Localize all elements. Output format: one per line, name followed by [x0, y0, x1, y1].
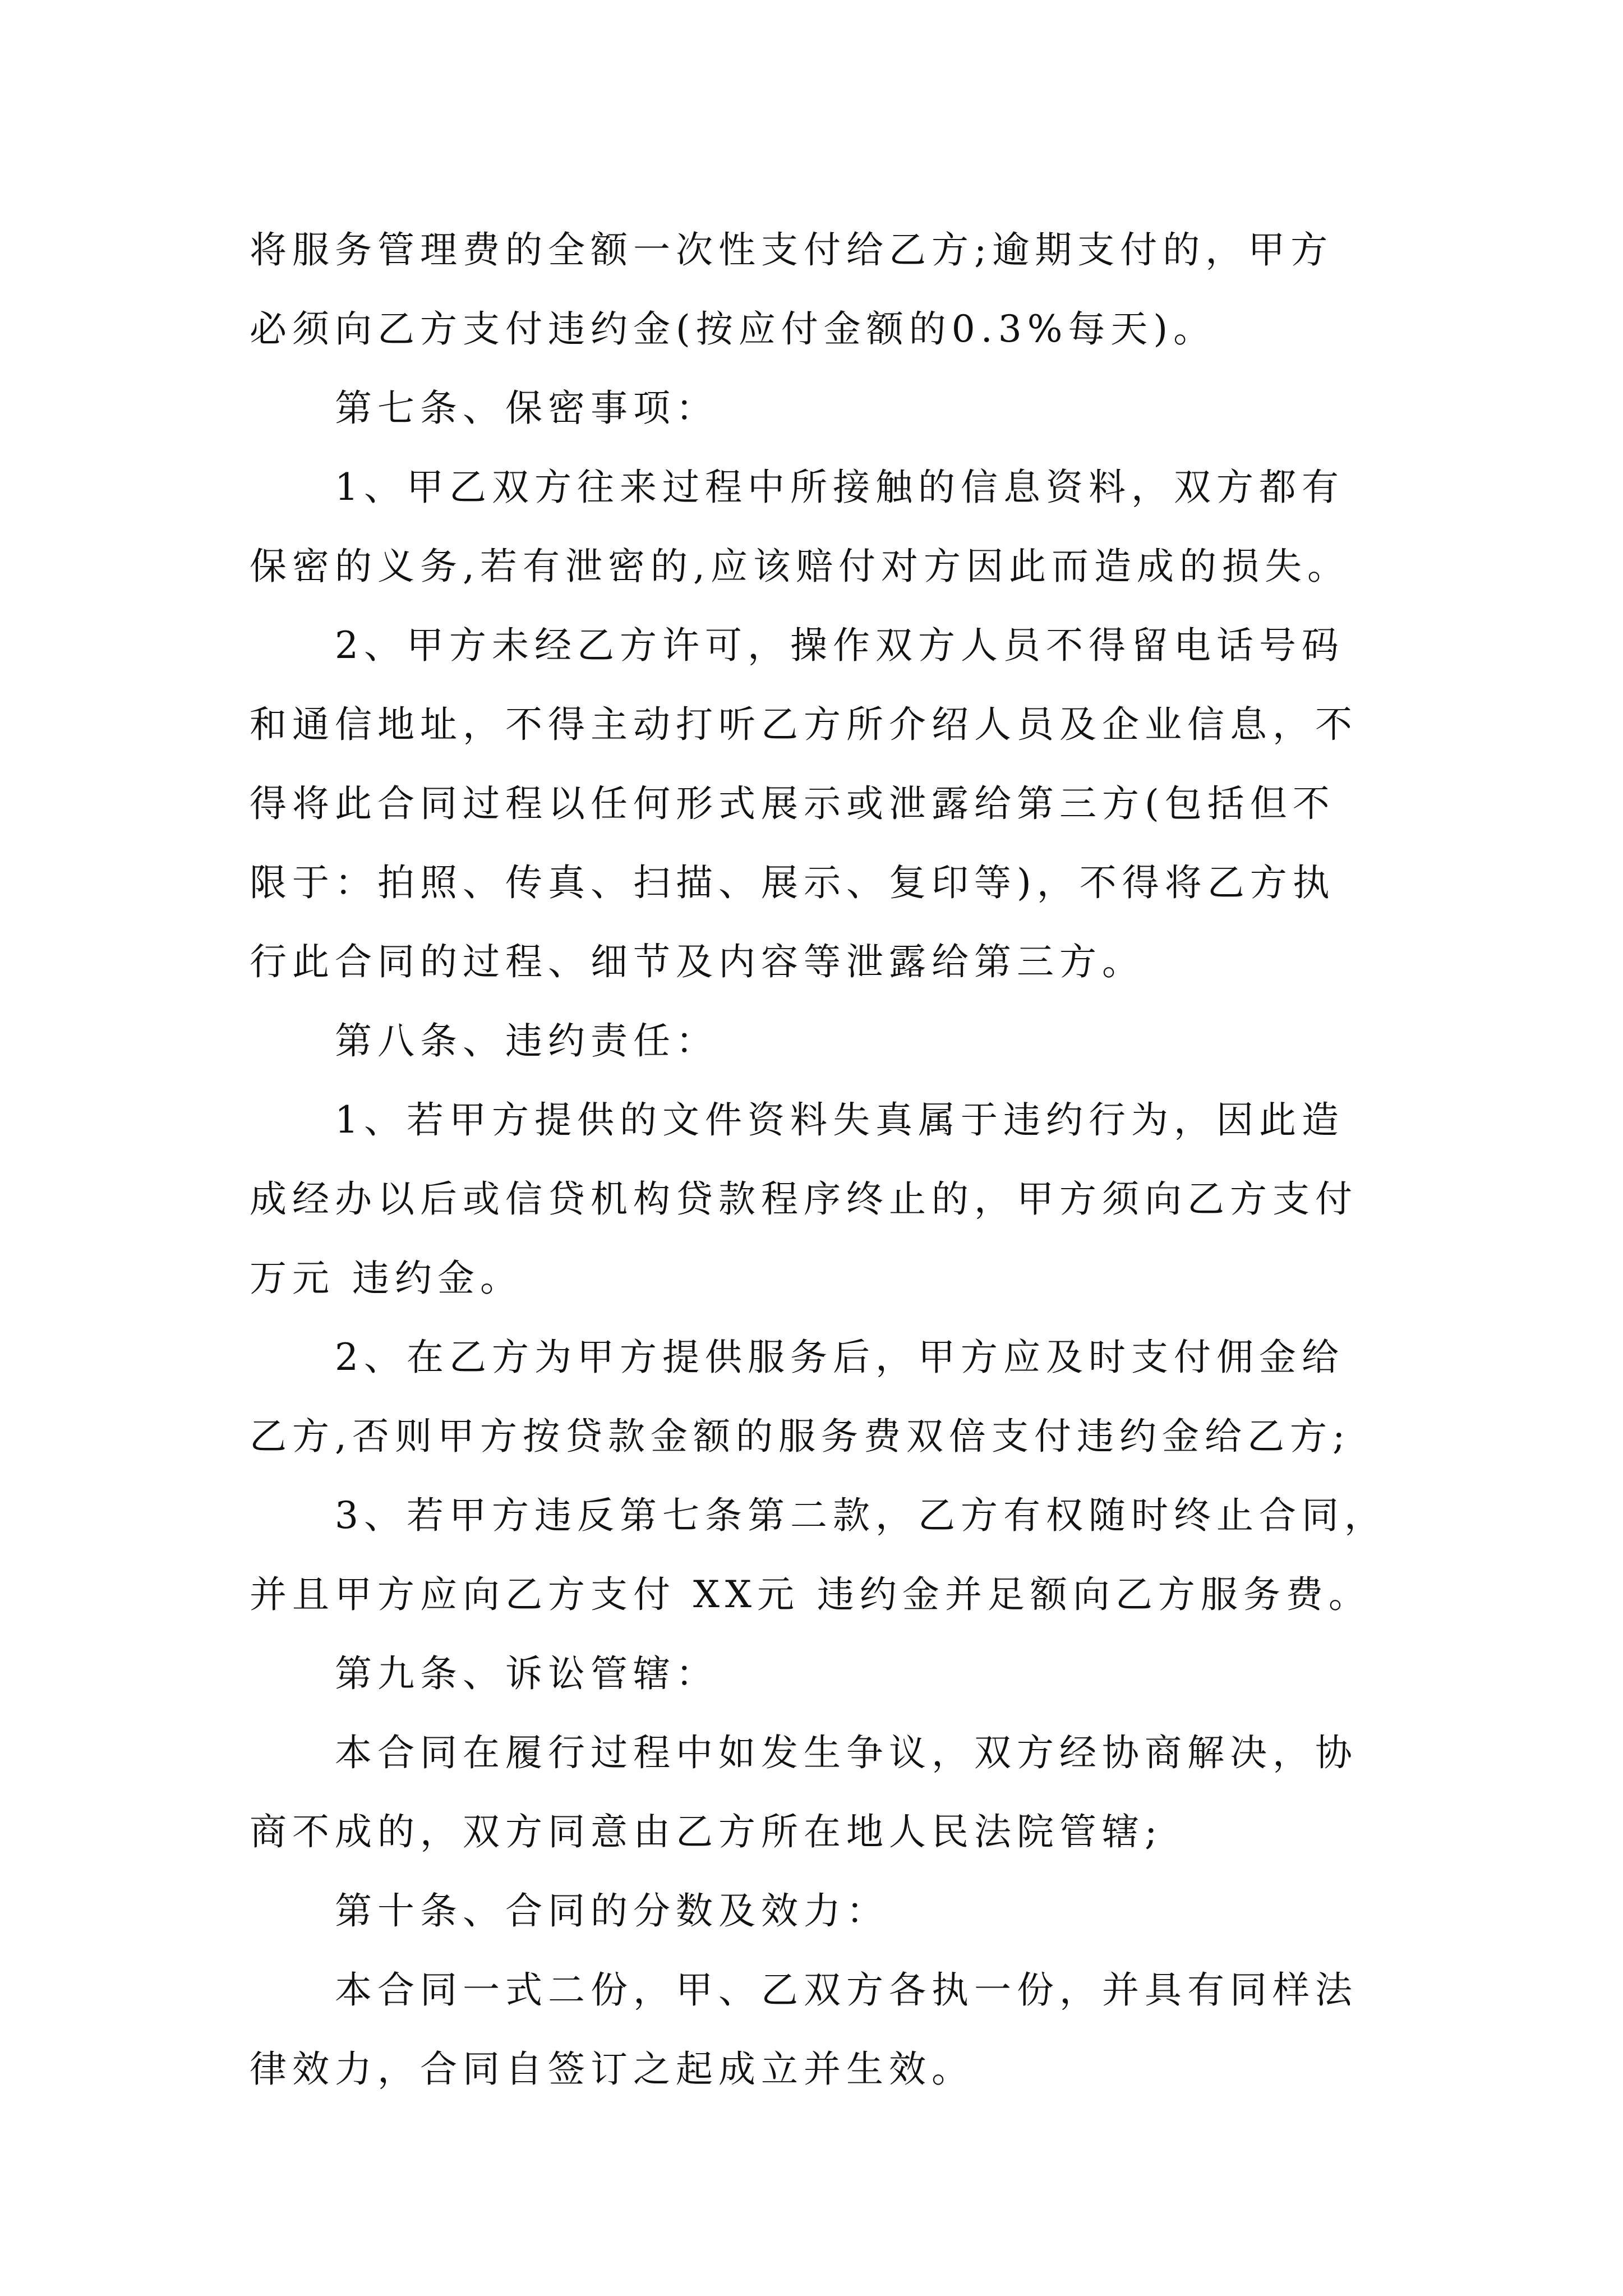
text-line: 2、在乙方为甲方提供服务后，甲方应及时支付佣金给 [335, 1336, 1344, 1379]
text-line: 并且甲方应向乙方支付 XX元 违约金并足额向乙方服务费。 [250, 1573, 1371, 1616]
text-line: 本合同在履行过程中如发生争议，双方经协商解决，协 [335, 1731, 1358, 1774]
text-line: 得将此合同过程以任何形式展示或泄露给第三方(包括但不 [250, 782, 1335, 825]
text-line: 万元 违约金。 [250, 1257, 523, 1300]
text-line: 乙方,否则甲方按贷款金额的服务费双倍支付违约金给乙方; [250, 1415, 1351, 1458]
text-line: 1、若甲方提供的文件资料失真属于违约行为，因此造 [335, 1098, 1344, 1142]
text-line: 将服务管理费的全额一次性支付给乙方;逾期支付的，甲方 [250, 228, 1334, 272]
text-line: 成经办以后或信贷机构贷款程序终止的，甲方须向乙方支付 [250, 1177, 1358, 1221]
text-line: 3、若甲方违反第七条第二款，乙方有权随时终止合同， [335, 1494, 1387, 1537]
section-heading: 第七条、保密事项： [335, 386, 718, 430]
text-line: 和通信地址，不得主动打听乙方所介绍人员及企业信息，不 [250, 703, 1358, 746]
text-line: 律效力，合同自签订之起成立并生效。 [250, 2047, 974, 2091]
text-line: 1、甲乙双方往来过程中所接触的信息资料，双方都有 [335, 466, 1344, 509]
text-line: 保密的义务,若有泄密的,应该赔付对方因此而造成的损失。 [250, 545, 1350, 588]
text-line: 本合同一式二份，甲、乙双方各执一份，并具有同样法 [335, 1968, 1358, 2012]
text-line: 商不成的，双方同意由乙方所在地人民法院管辖; [250, 1810, 1163, 1853]
contract-text [250, 210, 1394, 2109]
text-line: 行此合同的过程、细节及内容等泄露给第三方。 [250, 940, 1145, 983]
text-line: 限于：拍照、传真、扫描、展示、复印等)，不得将乙方执 [250, 861, 1335, 904]
section-heading: 第十条、合同的分数及效力： [335, 1889, 889, 1932]
section-heading: 第九条、诉讼管辖： [335, 1652, 718, 1695]
section-heading: 第八条、违约责任： [335, 1019, 718, 1062]
text-line: 必须向乙方支付违约金(按应付金额的0.3%每天)。 [250, 307, 1216, 351]
text-line: 2、甲方未经乙方许可，操作双方人员不得留电话号码 [335, 624, 1344, 667]
